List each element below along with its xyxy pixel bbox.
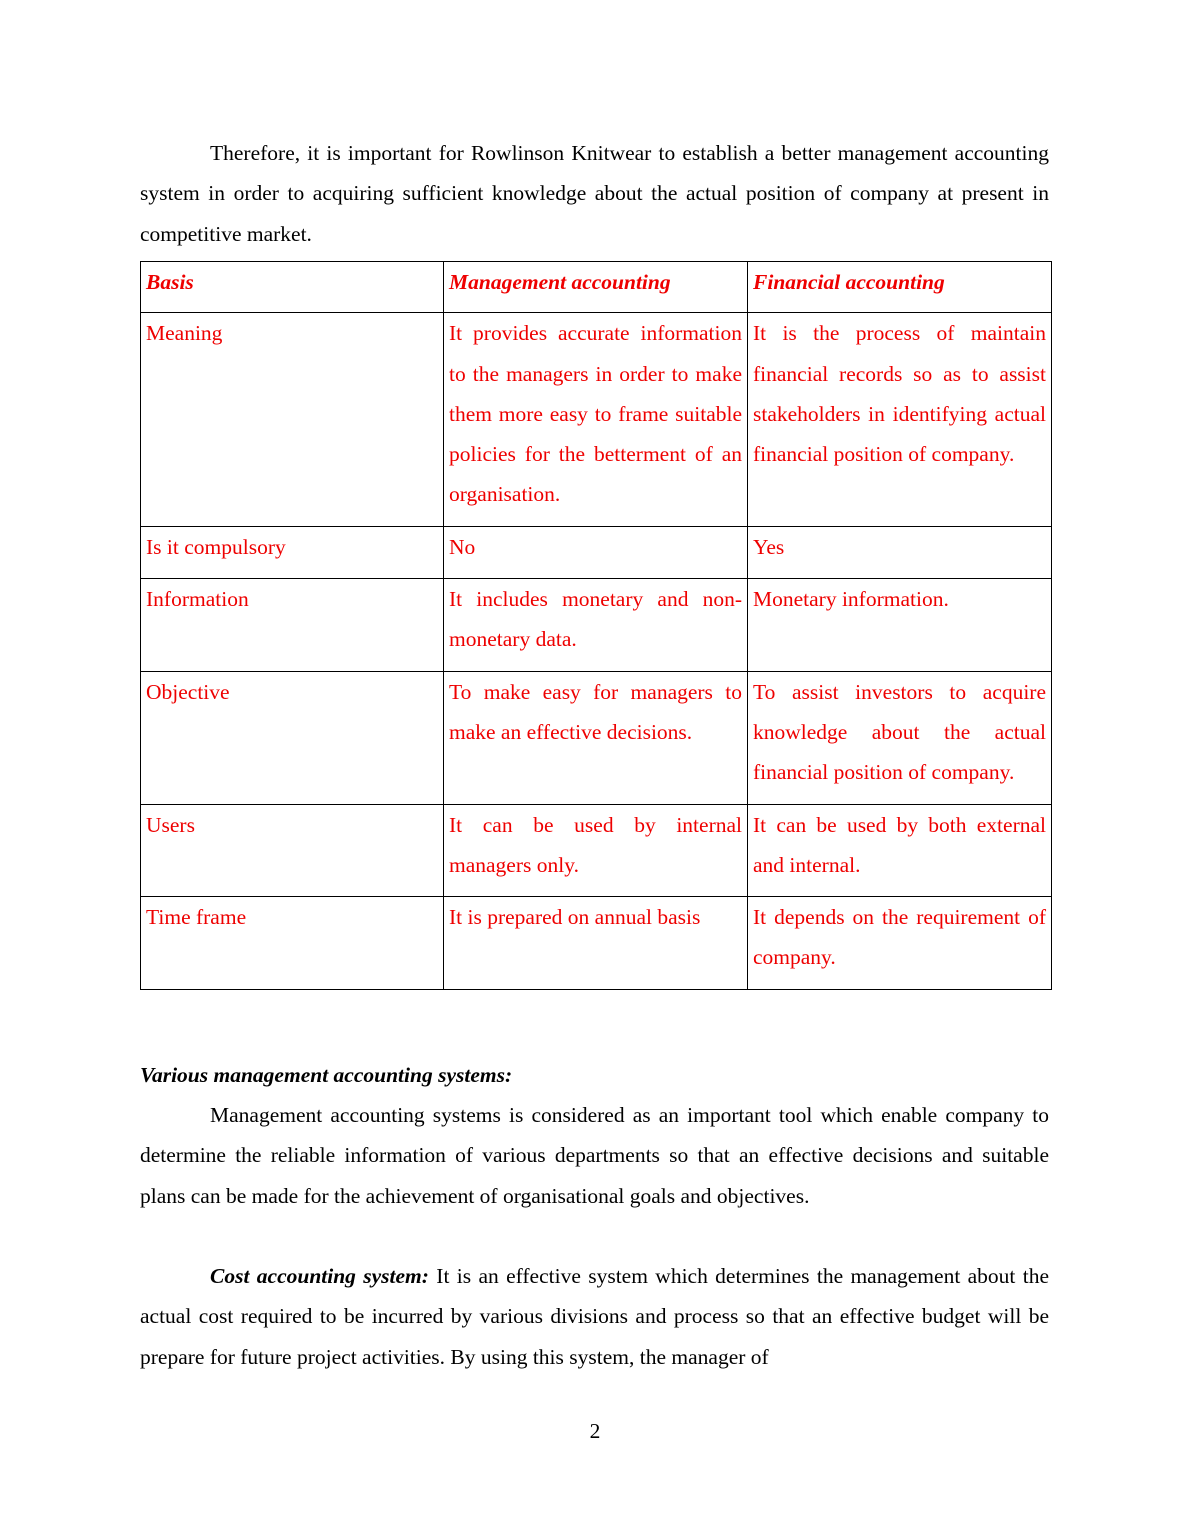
table-cell-financial: It is the process of maintain financial records so as to assist stakeholders in identifying actual financial position of company. [748, 313, 1052, 526]
table-header-row [141, 262, 1052, 313]
table-cell-management: It includes monetary and non-monetary data. [444, 579, 748, 672]
table-row [141, 526, 1052, 578]
table-cell-management: No [444, 526, 748, 578]
cost-accounting-term: Cost accounting system: [210, 1264, 429, 1288]
table-cell-financial: Monetary information. [748, 579, 1052, 672]
section-paragraph: Management accounting systems is considered as an important tool which enable company to determine the reliable information of various departments so that an effective decisions and suitable plans can be made for the achievement of organisational goals and objectives. [140, 1103, 1049, 1208]
table-row [141, 579, 1052, 672]
table-row [141, 897, 1052, 990]
table-cell-basis: Objective [141, 671, 444, 804]
table-cell-basis: Time frame [141, 897, 444, 990]
table-cell-basis: Is it compulsory [141, 526, 444, 578]
table-cell-management: To make easy for managers to make an effective decisions. [444, 671, 748, 804]
table-cell-management: It can be used by internal managers only. [444, 804, 748, 897]
section-heading: Various management accounting systems: [140, 1063, 513, 1087]
comparison-table [140, 261, 1052, 990]
table-header-cell: Financial accounting [748, 262, 1052, 313]
table-cell-management: It is prepared on annual basis [444, 897, 748, 990]
table-header-cell: Management accounting [444, 262, 748, 313]
intro-paragraph: Therefore, it is important for Rowlinson Knitwear to establish a better management accounting system in order to acquiring sufficient knowledge about the actual position of company at present in competitive market. [140, 141, 1049, 246]
table-cell-basis: Users [141, 804, 444, 897]
cost-accounting-paragraph [140, 1256, 1049, 1377]
table-cell-financial: Yes [748, 526, 1052, 578]
table-cell-financial: It depends on the requirement of company. [748, 897, 1052, 990]
table-cell-basis: Meaning [141, 313, 444, 526]
table-row [141, 671, 1052, 804]
table-row [141, 804, 1052, 897]
cost-accounting-text: It is an effective system which determines the management about the actual cost required to be incurred by various divisions and process so that an effective budget will be prepare for future project activities. By using this system, the manager of [140, 1264, 1050, 1369]
table-row [141, 313, 1052, 526]
page-number: 2 [589, 1419, 601, 1443]
table-cell-management: It provides accurate information to the managers in order to make them more easy to frame suitable policies for the betterment of an organisation. [444, 313, 748, 526]
table-header-cell: Basis [141, 262, 444, 313]
table-cell-financial: It can be used by both external and internal. [748, 804, 1052, 897]
table-cell-financial: To assist investors to acquire knowledge about the actual financial position of company. [748, 671, 1052, 804]
table-cell-basis: Information [141, 579, 444, 672]
